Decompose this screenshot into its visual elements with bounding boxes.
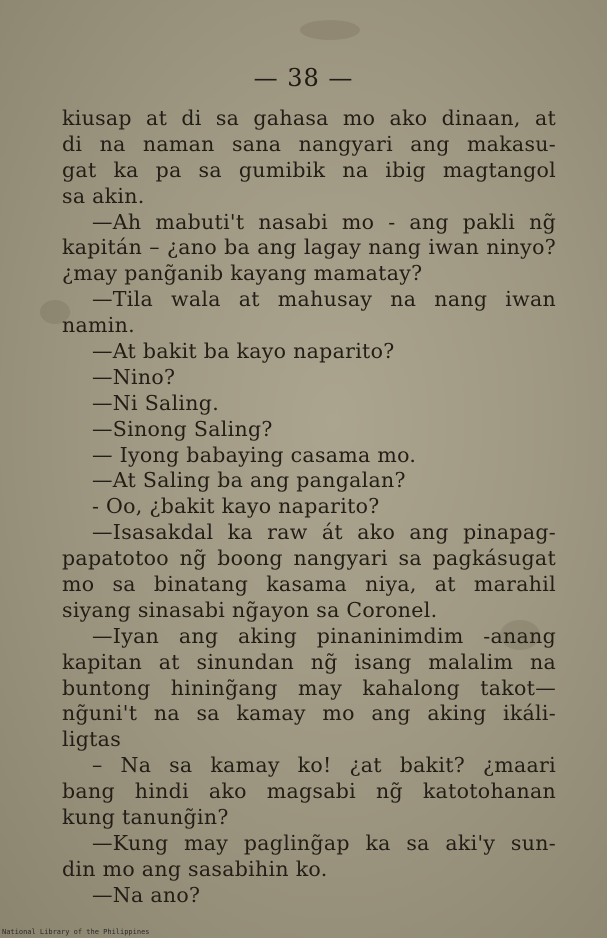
text-line: —Isasakdal ka raw át ako ang pinapag- <box>92 520 556 545</box>
footer-credit: National Library of the Philippines <box>2 928 150 936</box>
text-line: —Tila wala at mahusay na nang iwan <box>92 287 556 312</box>
text-line: ¿may pang̃anib kayang mamatay? <box>62 261 423 286</box>
text-line: din mo ang sasabihin ko. <box>62 856 328 881</box>
text-line: papatotoo ng̃ boong nangyari sa pagkásugat <box>62 546 556 571</box>
body-text <box>62 106 556 909</box>
text-line: —Nino? <box>92 364 176 389</box>
text-line: kiusap at di sa gahasa mo ako dinaan, at <box>62 106 556 130</box>
text-line: kapitán – ¿ano ba ang lagay nang iwan ninyo? <box>62 235 556 260</box>
text-line: - Oo, ¿bakit kayo naparito? <box>92 494 380 519</box>
text-line: sa akin. <box>62 183 145 208</box>
text-line: siyang sinasabi ng̃ayon sa Coronel. <box>62 597 438 622</box>
text-line: —At Saling ba ang pangalan? <box>92 468 406 493</box>
text-line: —Sinong Saling? <box>92 416 273 441</box>
page-number: — 38 — <box>253 64 354 92</box>
text-line: ng̃uni't na sa kamay mo ang aking ikáli- <box>62 701 556 726</box>
text-line: mo sa binatang kasama niya, at marahil <box>62 572 556 597</box>
text-line: – Na sa kamay ko! ¿at bakit? ¿maari <box>92 753 556 778</box>
text-line: —Ni Saling. <box>92 390 220 415</box>
text-line: bang hindi ako magsabi ng̃ katotohanan <box>62 779 556 804</box>
text-line: di na naman sana nangyari ang makasu- <box>62 131 556 156</box>
text-line: kapitan at sinundan ng̃ isang malalim na <box>62 649 556 674</box>
text-line: ligtas <box>62 727 122 752</box>
text-line: kung tanung̃in? <box>62 805 229 830</box>
text-line: —Kung may pagling̃ap ka sa aki'y sun- <box>92 830 556 855</box>
text-line: — Iyong babaying casama mo. <box>92 442 417 467</box>
paper-stain <box>300 20 360 40</box>
text-line: —At bakit ba kayo naparito? <box>92 339 395 364</box>
text-line: buntong hining̃ang may kahalong takot— <box>62 675 556 700</box>
text-line: —Iyan ang aking pinaninimdim -anang <box>92 623 556 648</box>
text-line: —Ah mabuti't nasabi mo - ang pakli ng̃ <box>92 209 556 234</box>
text-line: gat ka pa sa gumibik na ibig magtangol <box>62 157 556 182</box>
text-line: namin. <box>62 313 135 338</box>
text-line: —Na ano? <box>92 882 201 907</box>
